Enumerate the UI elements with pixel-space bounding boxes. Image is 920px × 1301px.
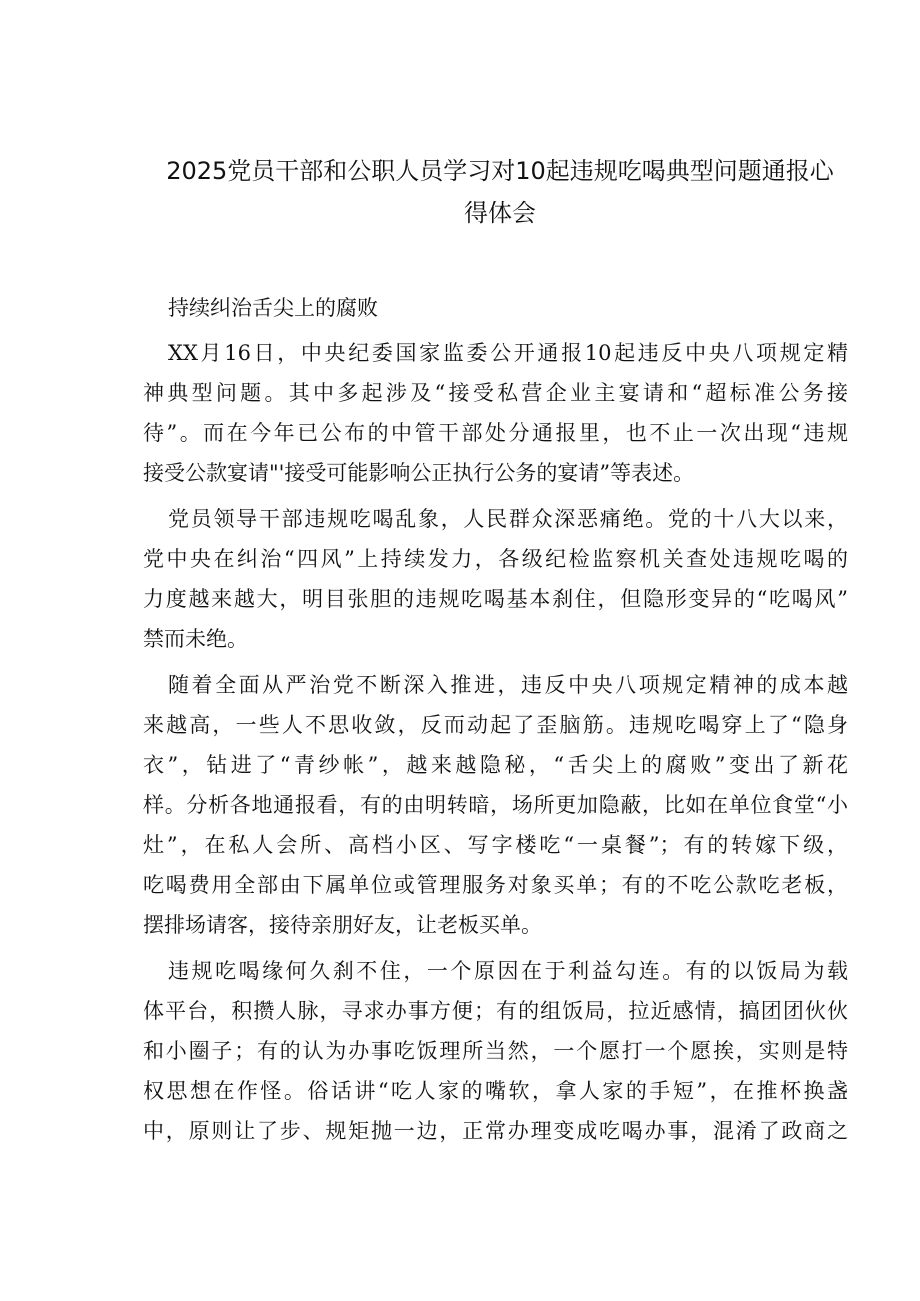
paragraph bbox=[143, 499, 848, 659]
paragraph-line: 来越高，一些人不思收敛，反而动起了歪脑筋。违规吃喝穿上了“隐身 bbox=[143, 713, 848, 737]
paragraph-line: 党员领导干部违规吃喝乱象，人民群众深恶痛绝。党的十八大以来， bbox=[168, 507, 848, 531]
paragraph bbox=[143, 951, 848, 1151]
paragraph-line: 灶”，在私人会所、高档小区、写字楼吃“一桌餐”；有的转嫁下级， bbox=[143, 833, 848, 857]
document-title bbox=[160, 150, 840, 234]
paragraph-line: 和小圈子；有的认为办事吃饭理所当然，一个愿打一个愿挨，实则是特 bbox=[143, 1039, 848, 1063]
paragraph bbox=[143, 333, 848, 493]
paragraph-line: 中，原则让了步、规矩抛一边，正常办理变成吃喝办事，混淆了政商之 bbox=[143, 1119, 848, 1143]
paragraph-line: 接受公款宴请"'接受可能影响公正执行公务的宴请”等表述。 bbox=[143, 461, 695, 485]
paragraph-line: 衣”，钻进了“青纱帐”，越来越隐秘，“舌尖上的腐败”变出了新花 bbox=[143, 753, 848, 777]
paragraph-line: 党中央在纠治“四风”上持续发力，各级纪检监察机关查处违规吃喝的 bbox=[143, 547, 848, 571]
paragraph-line: 随着全面从严治党不断深入推进，违反中央八项规定精神的成本越 bbox=[168, 673, 848, 697]
section-subheading: 持续纠治舌尖上的腐败 bbox=[168, 296, 378, 320]
paragraph-line: 权思想在作怪。俗话讲“吃人家的嘴软，拿人家的手短”，在推杯换盏 bbox=[143, 1079, 848, 1103]
paragraph-line: 吃喝费用全部由下属单位或管理服务对象买单；有的不吃公款吃老板， bbox=[143, 873, 848, 897]
paragraph-line: 神典型问题。其中多起涉及“接受私营企业主宴请和“超标准公务接 bbox=[143, 381, 848, 405]
paragraph-line: 摆排场请客，接待亲朋好友，让老板买单。 bbox=[143, 913, 542, 937]
paragraph-line: 样。分析各地通报看，有的由明转暗，场所更加隐蔽，比如在单位食堂“小 bbox=[143, 793, 848, 817]
title-line: 2025党员干部和公职人员学习对10起违规吃喝典型问题通报心 bbox=[166, 157, 834, 185]
paragraph bbox=[143, 665, 848, 945]
paragraph-line: XX月16日，中央纪委国家监委公开通报10起违反中央八项规定精 bbox=[168, 341, 848, 365]
paragraph-line: 体平台，积攒人脉，寻求办事方便；有的组饭局，拉近感情，搞团团伙伙 bbox=[143, 999, 848, 1023]
paragraph-line: 待”。而在今年已公布的中管干部处分通报里，也不止一次出现“违规 bbox=[143, 421, 848, 445]
document-body bbox=[143, 333, 848, 1157]
title-line: 得体会 bbox=[464, 199, 536, 227]
paragraph-line: 力度越来越大，明目张胆的违规吃喝基本刹住，但隐形变异的“吃喝风” bbox=[143, 587, 848, 611]
paragraph-line: 禁而未绝。 bbox=[143, 627, 248, 651]
paragraph-line: 违规吃喝缘何久刹不住，一个原因在于利益勾连。有的以饭局为载 bbox=[168, 959, 848, 983]
